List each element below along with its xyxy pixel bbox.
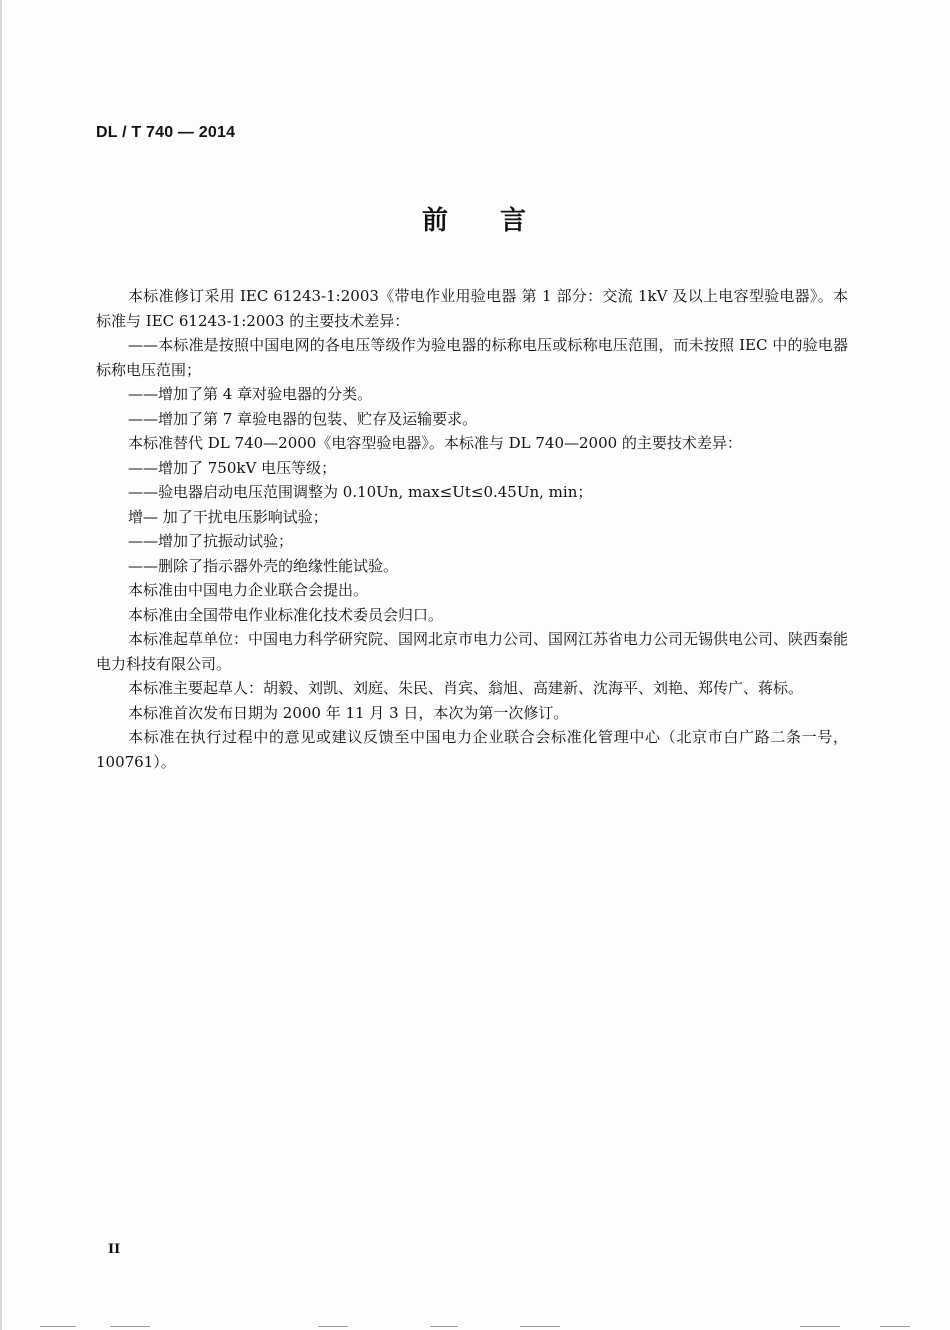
paragraph: ——增加了第 4 章对验电器的分类。 (128, 385, 373, 403)
standard-code: DL / T 740 — 2014 (96, 124, 236, 141)
paragraph: ——增加了抗振动试验； (128, 532, 294, 550)
title-char-1: 前 (421, 206, 450, 236)
paragraph: 本标准由全国带电作业标准化技术委员会归口。 (128, 605, 444, 624)
title-char-2: 言 (500, 206, 529, 236)
paragraph: 本标准在执行过程中的意见或建议反馈至中国电力企业联合会标准化管理中心（北京市白广路二条一号，100761）。 (96, 728, 848, 771)
paragraph: 本标准主要起草人：胡毅、刘凯、刘庭、朱民、肖宾、翁旭、高建新、沈海平、刘艳、郑传广、蒋标。 (128, 679, 804, 697)
paragraph: 本标准由中国电力企业联合会提出。 (128, 581, 369, 599)
paragraph: 本标准替代 DL 740—2000《电容型验电器》。本标准与 DL 740—2000 的主要技术差异： (128, 434, 742, 452)
foreword-body (96, 284, 848, 774)
paragraph: 增— 加了干扰电压影响试验； (128, 507, 328, 526)
paragraph: ——增加了 750kV 电压等级； (128, 458, 337, 477)
paragraph: 本标准起草单位：中国电力科学研究院、国网北京市电力公司、国网江苏省电力公司无锡供电公司、陕西秦能电力科技有限公司。 (96, 630, 849, 673)
paragraph: ——验电器启动电压范围调整为 0.10Un, max≤Ut≤0.45Un, min； (128, 483, 593, 501)
paragraph: ——增加了第 7 章验电器的包装、贮存及运输要求。 (128, 409, 478, 428)
page-number: II (108, 1242, 121, 1257)
scan-bottom-edge (0, 1322, 950, 1330)
paragraph: 本标准首次发布日期为 2000 年 11 月 3 日，本次为第一次修订。 (128, 703, 569, 722)
paragraph: ——本标准是按照中国电网的各电压等级作为验电器的标称电压或标称电压范围，而未按照 IEC 中的验电器标称电压范围； (96, 336, 848, 379)
page-title (0, 200, 950, 237)
paragraph: ——删除了指示器外壳的绝缘性能试验。 (128, 556, 399, 575)
paragraph: 本标准修订采用 IEC 61243-1:2003《带电作业用验电器 第 1 部分：交流 1kV 及以上电容型验电器》。本标准与 IEC 61243-1:2003 的主要技术差异： (96, 287, 848, 330)
